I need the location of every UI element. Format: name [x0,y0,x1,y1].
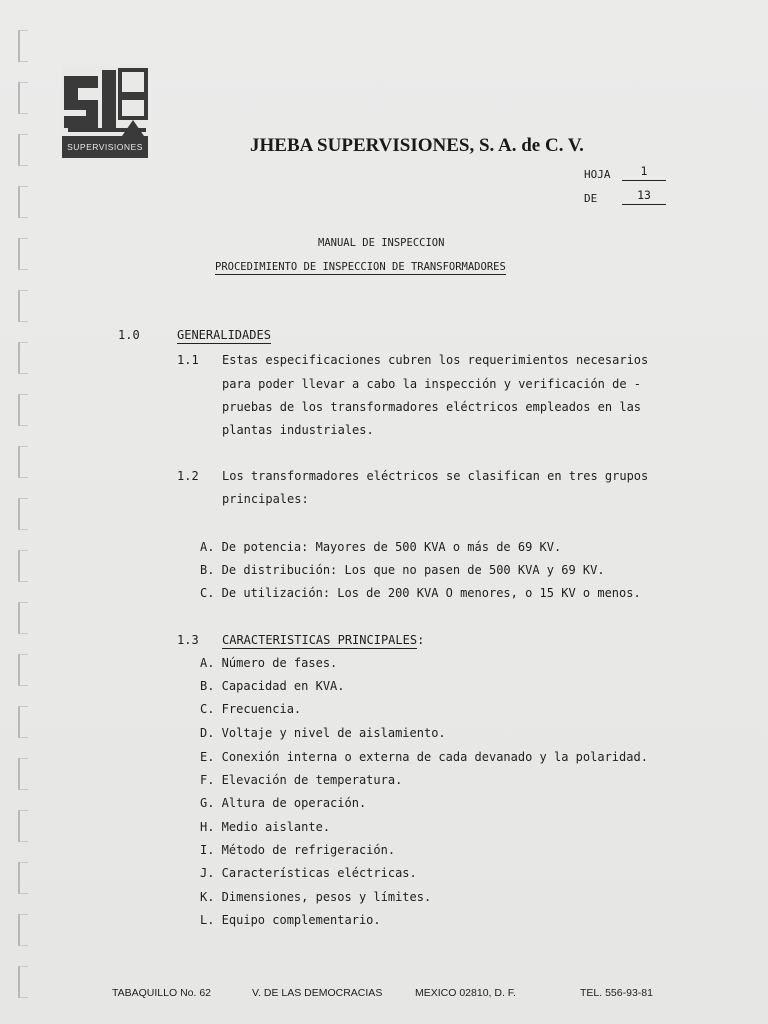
hoja-label: HOJA [584,168,611,181]
binding-hole [18,394,28,426]
list-item: D. Voltaje y nivel de aislamiento. [200,726,446,740]
list-item: L. Equipo complementario. [200,913,381,927]
paragraph-line: para poder llevar a cabo la inspección y verificación de - [222,377,642,391]
subsection-heading-text: CARACTERISTICAS PRINCIPALES [222,633,418,647]
binding-hole [18,602,28,634]
list-item: J. Características eléctricas. [200,866,417,880]
list-item: A. De potencia: Mayores de 500 KVA o más de 69 KV. [200,540,562,554]
procedure-title: PROCEDIMIENTO DE INSPECCION DE TRANSFORMADORES [215,261,506,273]
binding-hole [18,342,28,374]
binding-hole [18,862,28,894]
binding-hole [18,550,28,582]
binding-hole [18,30,28,62]
section-number: 1.0 [118,328,140,342]
paragraph-line: principales: [222,492,309,506]
list-item: K. Dimensiones, pesos y límites. [200,890,432,904]
binding-hole [18,82,28,114]
binding-hole [18,186,28,218]
binding-hole [18,238,28,270]
binding-hole [18,654,28,686]
binding-hole [18,810,28,842]
hoja-value: 1 [622,162,666,181]
paragraph-line: plantas industriales. [222,423,374,437]
paragraph-line: pruebas de los transformadores eléctricos empleados en las [222,400,642,414]
list-item: H. Medio aislante. [200,820,331,834]
subsection-number: 1.3 [177,633,199,647]
company-logo [62,66,148,158]
list-item: C. Frecuencia. [200,702,302,716]
binding-hole [18,914,28,946]
binding-hole [18,966,28,998]
list-item: A. Número de fases. [200,656,338,670]
list-item: B. Capacidad en KVA. [200,679,345,693]
section-heading: GENERALIDADES [177,328,271,342]
list-item: E. Conexión interna o externa de cada devanado y la polaridad. [200,750,648,764]
binding-holes [18,30,38,1010]
binding-hole [18,706,28,738]
subsection-heading-colon: : [417,633,425,647]
footer-street: TABAQUILLO No. 62 [112,987,212,999]
footer-address [112,987,668,1003]
paragraph-line: Estas especificaciones cubren los requerimientos necesarios [222,353,649,367]
binding-hole [18,446,28,478]
list-item: B. De distribución: Los que no pasen de 500 KVA y 69 KV. [200,563,605,577]
logo-mark [62,66,148,136]
list-item: G. Altura de operación. [200,796,367,810]
de-label: DE [584,192,598,205]
subsection-number: 1.1 [177,353,199,367]
list-item: F. Elevación de temperatura. [200,773,403,787]
footer-phone: TEL. 556-93-81 [580,987,653,999]
binding-hole [18,134,28,166]
footer-colony: V. DE LAS DEMOCRACIAS [252,987,383,999]
binding-hole [18,498,28,530]
binding-hole [18,290,28,322]
footer-city: MEXICO 02810, D. F. [415,987,516,999]
company-name: JHEBA SUPERVISIONES, S. A. de C. V. [250,135,584,156]
list-item: C. De utilización: Los de 200 KVA O menores, o 15 KV o menos. [200,586,641,600]
list-item: I. Método de refrigeración. [200,843,396,857]
subsection-heading [222,633,424,647]
subsection-number: 1.2 [177,469,199,483]
paragraph-line: Los transformadores eléctricos se clasifican en tres grupos [222,469,649,483]
logo-band-text: SUPERVISIONES [62,136,148,158]
manual-title: MANUAL DE INSPECCION [318,237,445,249]
de-value: 13 [622,186,666,205]
binding-hole [18,758,28,790]
